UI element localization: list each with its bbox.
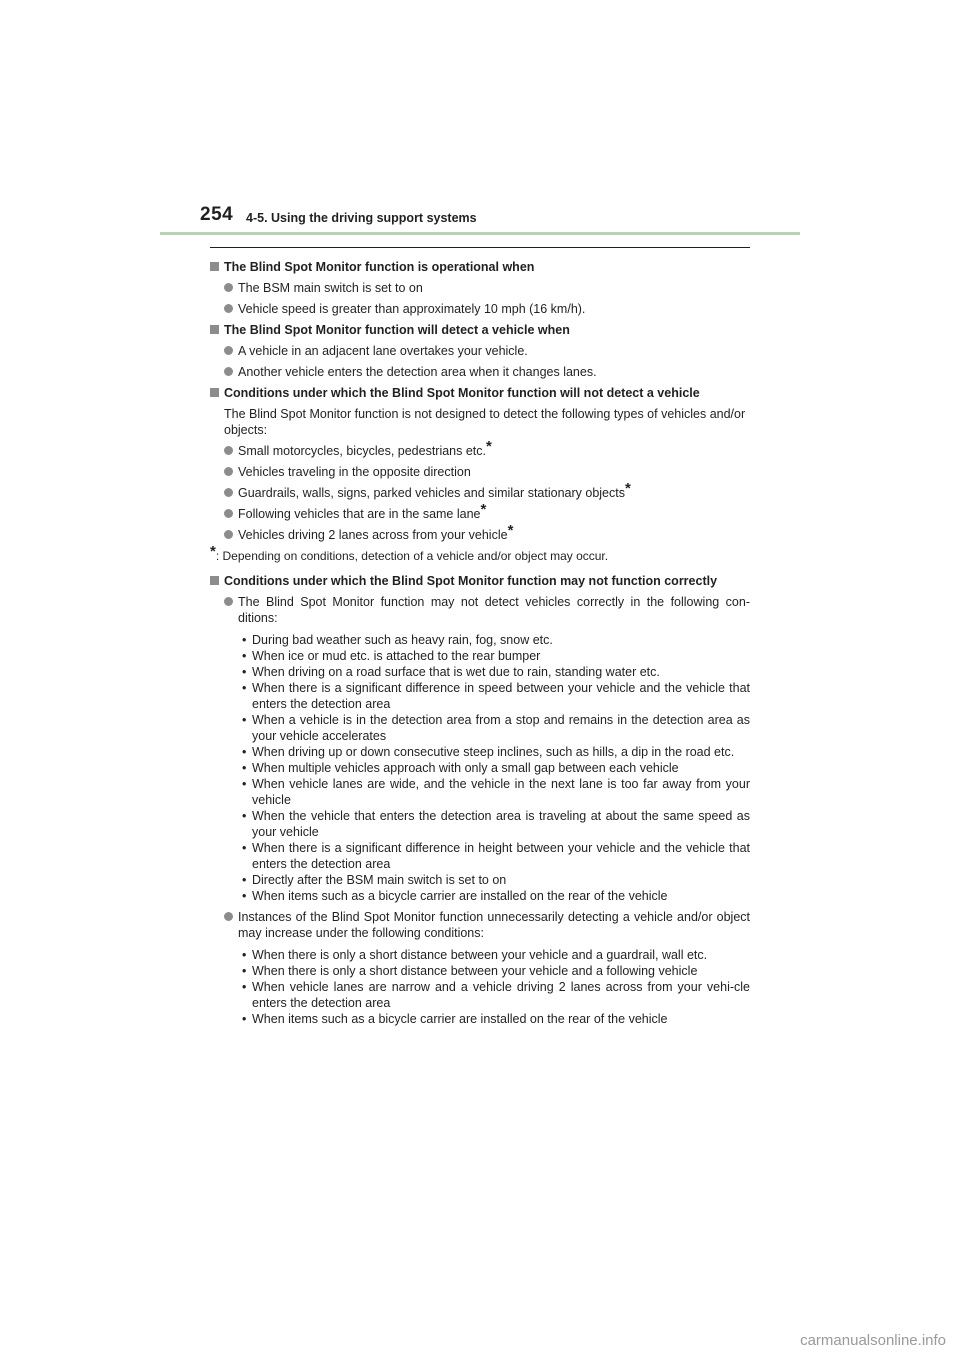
watermark: carmanualsonline.info	[800, 1332, 946, 1349]
condition-item: • When driving on a road surface that is wet due to rain, standing water etc.	[242, 665, 660, 679]
circle-bullet-icon	[224, 304, 233, 313]
condition-item: • When a vehicle is in the detection area from a stop and remains in the detection area as your vehicle accelerates	[242, 713, 750, 743]
footnote-star: *	[507, 522, 514, 539]
section-heading: Conditions under which the Blind Spot Monitor function may not function correctly	[210, 573, 750, 589]
condition-item: • When vehicle lanes are narrow and a vehicle driving 2 lanes across from your vehi-cle enters the detection area	[242, 980, 750, 1010]
condition-item: • When there is a significant difference in speed between your vehicle and the vehicle that enters the detection area	[242, 681, 750, 711]
intro-paragraph: The Blind Spot Monitor function is not designed to detect the following types of vehicles and/or objects:	[224, 407, 746, 437]
list-item: The BSM main switch is set to on	[210, 280, 750, 296]
condition-item: • When there is a significant difference in height between your vehicle and the vehicle that enters the detection area	[242, 841, 750, 871]
list-item: The Blind Spot Monitor function may not detect vehicles correctly in the following con-ditions:	[210, 594, 750, 626]
condition-item: • During bad weather such as heavy rain, fog, snow etc.	[242, 633, 553, 647]
circle-bullet-icon	[224, 346, 233, 355]
footnote-star: *	[480, 501, 487, 518]
header-rule	[160, 232, 800, 235]
page-content	[210, 259, 750, 1027]
list-item: Following vehicles that are in the same lane*	[210, 506, 750, 522]
square-bullet-icon	[210, 388, 219, 397]
circle-bullet-icon	[224, 446, 233, 455]
circle-bullet-icon	[224, 509, 233, 518]
footnote-star: *	[624, 480, 631, 497]
condition-item: • When multiple vehicles approach with only a small gap between each vehicle	[242, 761, 679, 775]
circle-bullet-icon	[224, 488, 233, 497]
circle-bullet-icon	[224, 530, 233, 539]
condition-item: • When driving up or down consecutive steep inclines, such as hills, a dip in the road etc.	[242, 745, 735, 759]
condition-item: • When there is only a short distance between your vehicle and a following vehicle	[242, 964, 698, 978]
section-divider	[210, 247, 750, 248]
footnote-star: *	[210, 543, 216, 560]
page-number: 254	[200, 204, 234, 225]
circle-bullet-icon	[224, 283, 233, 292]
footnote: *: Depending on conditions, detection of a vehicle and/or object may occur.	[210, 543, 609, 563]
condition-list	[210, 632, 750, 904]
section-heading: The Blind Spot Monitor function is operational when	[210, 259, 750, 275]
circle-bullet-icon	[224, 467, 233, 476]
list-item: Another vehicle enters the detection area when it changes lanes.	[210, 364, 750, 380]
condition-item: • When items such as a bicycle carrier are installed on the rear of the vehicle	[242, 889, 668, 903]
list-item: Vehicles driving 2 lanes across from your vehicle*	[210, 527, 750, 543]
footnote-star: *	[486, 438, 492, 455]
square-bullet-icon	[210, 576, 219, 585]
list-item: A vehicle in an adjacent lane overtakes your vehicle.	[210, 343, 750, 359]
condition-list	[210, 947, 750, 1027]
list-item: Guardrails, walls, signs, parked vehicles and similar stationary objects*	[210, 485, 750, 501]
condition-item: • When ice or mud etc. is attached to the rear bumper	[242, 649, 541, 663]
list-item: Small motorcycles, bicycles, pedestrians etc.*	[210, 443, 750, 459]
condition-item: • When vehicle lanes are wide, and the vehicle in the next lane is too far away from your vehicle	[242, 777, 750, 807]
circle-bullet-icon	[224, 367, 233, 376]
section-heading: Conditions under which the Blind Spot Monitor function will not detect a vehicle	[210, 385, 750, 401]
section-title: 4-5. Using the driving support systems	[246, 211, 477, 225]
list-item: Vehicles traveling in the opposite direction	[210, 464, 750, 480]
condition-item: • When items such as a bicycle carrier are installed on the rear of the vehicle	[242, 1012, 668, 1026]
list-item: Vehicle speed is greater than approximately 10 mph (16 km/h).	[210, 301, 750, 317]
condition-item: • When there is only a short distance between your vehicle and a guardrail, wall etc.	[242, 948, 708, 962]
condition-item: • When the vehicle that enters the detection area is traveling at about the same speed as your vehicle	[242, 809, 750, 839]
circle-bullet-icon	[224, 912, 233, 921]
circle-bullet-icon	[224, 597, 233, 606]
square-bullet-icon	[210, 262, 219, 271]
list-item: Instances of the Blind Spot Monitor function unnecessarily detecting a vehicle and/or object may increase under the following conditions:	[210, 909, 750, 941]
square-bullet-icon	[210, 325, 219, 334]
condition-item: • Directly after the BSM main switch is set to on	[242, 873, 507, 887]
section-heading: The Blind Spot Monitor function will detect a vehicle when	[210, 322, 750, 338]
